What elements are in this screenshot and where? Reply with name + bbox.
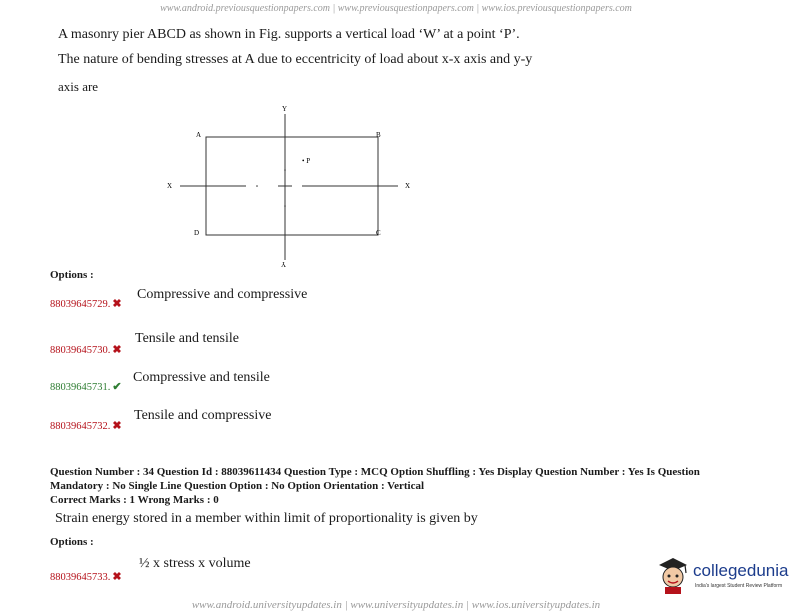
options-heading-q2: Options :	[50, 536, 94, 548]
question-text-line-1: A masonry pier ABCD as shown in Fig. supports a vertical load ‘W’ at a point ‘P’.	[58, 27, 520, 42]
option-5-text: ½ x stress x volume	[139, 556, 251, 571]
question-text-line-2: The nature of bending stresses at A due to eccentricity of load about x-x axis and y-y	[58, 52, 533, 67]
wrong-mark-icon: ✖	[112, 344, 122, 356]
option-3[interactable]	[50, 377, 122, 395]
pier-figure	[160, 100, 420, 272]
option-1[interactable]	[50, 294, 122, 312]
option-2[interactable]	[50, 340, 122, 358]
label-a: A	[196, 131, 202, 139]
label-c: C	[376, 229, 381, 237]
label-b: B	[376, 131, 381, 139]
label-p: • P	[302, 157, 311, 165]
label-y-bottom: Y	[280, 260, 286, 268]
question-meta-line-1: Question Number : 34 Question Id : 88039611434 Question Type : MCQ Option Shuffling : Yes Display Question Number : Yes Is Question	[50, 466, 700, 478]
option-4-text: Tensile and compressive	[134, 408, 272, 423]
wrong-mark-icon: ✖	[112, 571, 122, 583]
header-watermark: www.android.previousquestionpapers.com | www.previousquestionpapers.com | www.ios.previousquestionpapers.com	[160, 3, 632, 14]
correct-mark-icon: ✔	[112, 381, 122, 393]
question-text-line-3: axis are	[58, 79, 99, 94]
option-4[interactable]	[50, 416, 122, 434]
option-id: 88039645731.	[50, 382, 111, 393]
option-3-text: Compressive and tensile	[133, 370, 270, 385]
collegedunia-logo	[655, 555, 787, 597]
wrong-mark-icon: ✖	[112, 298, 122, 310]
question-2-text: Strain energy stored in a member within limit of proportionality is given by	[55, 511, 478, 526]
option-id: 88039645733.	[50, 572, 111, 583]
brand-tagline: India's largest Student Review Platform	[695, 583, 783, 589]
wrong-mark-icon: ✖	[112, 420, 122, 432]
question-meta-line-2: Mandatory : No Single Line Question Option : No Option Orientation : Vertical	[50, 480, 425, 492]
label-x-left: X	[167, 182, 173, 190]
option-1-text: Compressive and compressive	[137, 287, 308, 302]
label-x-right: X	[405, 182, 411, 190]
mascot-icon	[655, 555, 691, 595]
option-id: 88039645730.	[50, 345, 111, 356]
label-y-top: Y	[282, 105, 288, 113]
footer-watermark: www.android.universityupdates.in | www.universityupdates.in | www.ios.universityupdates.in	[191, 599, 601, 611]
option-5[interactable]	[50, 567, 122, 585]
option-id: 88039645732.	[50, 421, 111, 432]
option-id: 88039645729.	[50, 299, 111, 310]
option-2-text: Tensile and tensile	[135, 331, 239, 346]
options-heading-q1: Options :	[50, 269, 94, 281]
label-d: D	[194, 229, 200, 237]
brand-name: collegedunia	[693, 561, 789, 580]
question-marks: Correct Marks : 1 Wrong Marks : 0	[50, 494, 219, 506]
